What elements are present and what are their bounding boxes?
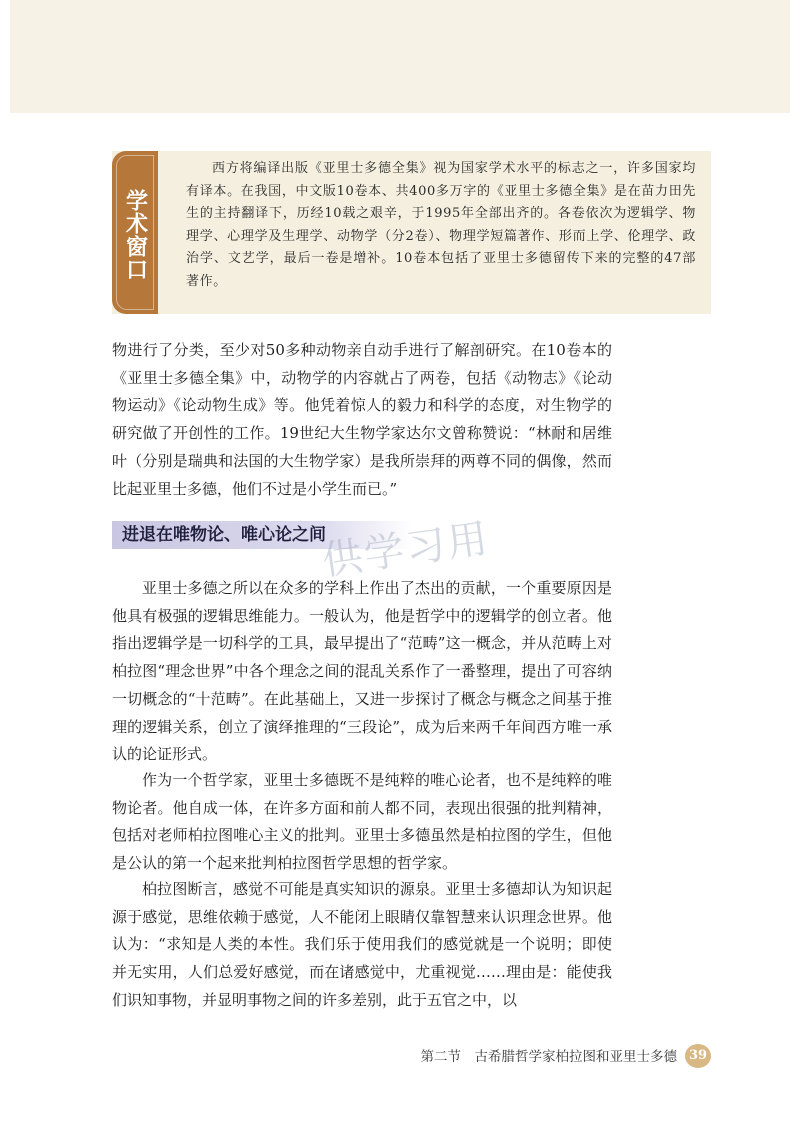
academic-window-label: 学术窗口 (122, 189, 148, 281)
section-heading: 进退在唯物论、唯心论之间 (122, 525, 326, 545)
paragraph-1: 物进行了分类，至少对50多种动物亲自动手进行了解剖研究。在10卷本的《亚里士多德全集》中，动物学的内容就占了两卷，包括《动物志》《论动物运动》《论动物生成》等。他凭着惊人的毅力和科学的态度，对生物学的研究做了开创性的工作。19世纪大生物学家达尔文曾称赞说：“林耐和居维叶（分别是瑞典和法国的大生物学家）是我所崇拜的两尊不同的偶像，然而比起亚里士多德，他们不过是小学生而已。” (112, 341, 612, 498)
academic-window-text: 西方将编译出版《亚里士多德全集》视为国家学术水平的标志之一，许多国家均有译本。在我国，中文版10卷本、共400多万字的《亚里士多德全集》是在苗力田先生的主持翻译下，历经10载之艰辛，于1995年全部出齐的。各卷依次为逻辑学、物理学、心理学及生理学、动物学（分2卷）、物理学短篇著作、形而上学、伦理学、政治学、文艺学，最后一卷是增补。10卷本包括了亚里士多德留传下来的完整的47部著作。 (186, 161, 696, 289)
paragraph-4: 柏拉图断言，感觉不可能是真实知识的源泉。亚里士多德却认为知识起源于感觉，思维依赖于感觉，人不能闭上眼睛仅靠智慧来认识理念世界。他认为：“求知是人类的本性。我们乐于使用我们的感觉就是一个说明；即使并无实用，人们总爱好感觉，而在诸感觉中，尤重视觉……理由是：能使我们识知事物，并显明事物之间的许多差别，此于五官之中，以 (112, 880, 612, 1009)
top-band (10, 0, 790, 113)
page-number: 39 (685, 1044, 711, 1068)
paragraph-3: 作为一个哲学家，亚里士多德既不是纯粹的唯心论者，也不是纯粹的唯物论者。他自成一体，在许多方面和前人都不同，表现出很强的批判精神，包括对老师柏拉图唯心主义的批判。亚里士多德虽然是柏拉图的学生，但他是公认的第一个起来批判柏拉图哲学思想的哲学家。 (112, 771, 612, 873)
paragraph-2: 亚里士多德之所以在众多的学科上作出了杰出的贡献，一个重要原因是他具有极强的逻辑思维能力。一般认为，他是哲学中的逻辑学的创立者。他指出逻辑学是一切科学的工具，最早提出了“范畴”这一概念，并从范畴上对柏拉图“理念世界”中各个理念之间的混乱关系作了一番整理，提出了可容纳一切概念的“十范畴”。在此基础上，又进一步探讨了概念与概念之间基于推理的逻辑关系，创立了演绎推理的“三段论”，成为后来两千年间西方唯一承认的论证形式。 (112, 579, 612, 764)
watermark: 供学习用 (319, 515, 493, 585)
footer-section-title: 第二节 古希腊哲学家柏拉图和亚里士多德 (420, 1049, 677, 1065)
